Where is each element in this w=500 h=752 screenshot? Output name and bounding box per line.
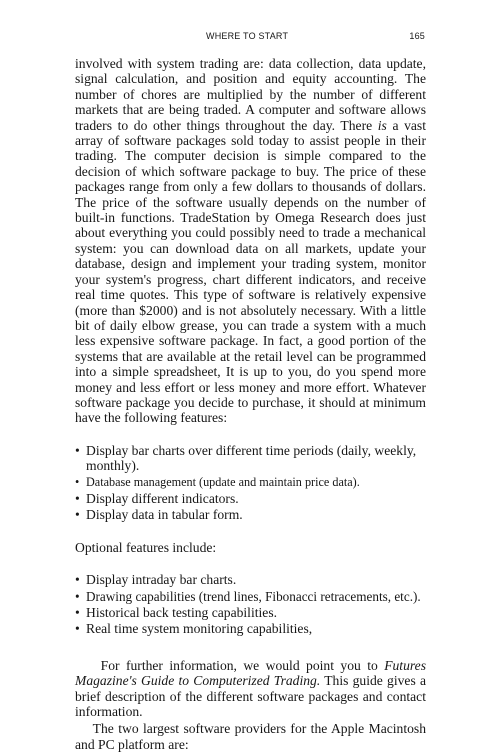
list-item-text: Display data in tabular form. [86, 507, 243, 523]
closing-paragraph [75, 658, 426, 720]
required-features-list [75, 443, 426, 523]
bullet-icon: • [75, 507, 80, 523]
intro-text-2: a vast array of software packages sold today to assist people in their trading. The computer decision is simple compared to the decision of which software package to buy. The price of these packages range from only a few dollars to thousands of dollars. The price of the software usually depends on the number of built-in functions. TradeStation by Omega Research does just about everything you could possibly need to trade a mechanical system: you can download data on all markets, update your database, design and implement your trading system, monitor your system's progress, chart different indicators, and receive real time quotes. This type of software is relatively expensive (more than $2000) and is not absolutely necessary. With a little bit of daily elbow grease, you can trade a system with a much less expensive software package. In fact, a good portion of the systems that are available at the retail level can be programmed into a simple spreadsheet, It is up to you, do you spend more money and less effort or less money and more effort. Whatever software package you decide to purchase, it should at minimum have the following features: [75, 117, 426, 426]
list-item [75, 621, 426, 636]
list-item [75, 589, 426, 604]
list-item [75, 572, 426, 587]
list-item-text: Historical back testing capabilities. [86, 605, 278, 620]
optional-features-list [75, 572, 426, 637]
list-item-text: Database management (update and maintain price data). [86, 474, 360, 489]
closing-text-2: This guide gives a brief description of the different software packages and contact information. [75, 673, 426, 720]
list-item [75, 475, 426, 490]
bullet-icon: • [75, 474, 80, 489]
final-text: The two largest software providers for the Apple Macintosh and PC platform are: [75, 721, 426, 752]
bullet-icon: • [75, 621, 80, 637]
list-item-text: Real time system monitoring capabilities, [86, 621, 313, 637]
bullet-icon: • [75, 490, 80, 506]
intro-emphasis: is [377, 117, 387, 133]
running-head [75, 31, 425, 45]
guide-title: Futures Magazine's Guide to Computerized Trading. [75, 657, 426, 689]
list-item-text: Display bar charts over different time periods (daily, weekly, monthly). [86, 442, 417, 474]
bullet-icon: • [75, 588, 80, 604]
closing-text-1: For further information, we would point you to [100, 657, 385, 673]
bullet-icon: • [75, 572, 80, 588]
list-item [75, 605, 426, 620]
list-item-text: Display intraday bar charts. [86, 572, 237, 588]
body-text [75, 56, 426, 752]
optional-features-heading: Optional features include: [75, 539, 217, 555]
final-paragraph [75, 721, 426, 752]
list-item-text: Display different indicators. [86, 490, 239, 506]
list-item [75, 443, 426, 474]
list-item [75, 507, 426, 522]
bullet-icon: • [75, 442, 80, 458]
chapter-title: WHERE TO START [206, 31, 289, 41]
list-item [75, 491, 426, 506]
list-item-text: Drawing capabilities (trend lines, Fibonacci retracements, etc.). [86, 588, 421, 604]
bullet-icon: • [75, 605, 80, 620]
intro-paragraph [75, 56, 426, 426]
page-number: 165 [409, 31, 425, 41]
intro-text-1: involved with system trading are: data collection, data update, signal calculation, and position and equity accounting. The number of chores are multiplied by the number of different markets that are being traded. A computer and software allows traders to do other things throughout the day. There [75, 56, 426, 133]
